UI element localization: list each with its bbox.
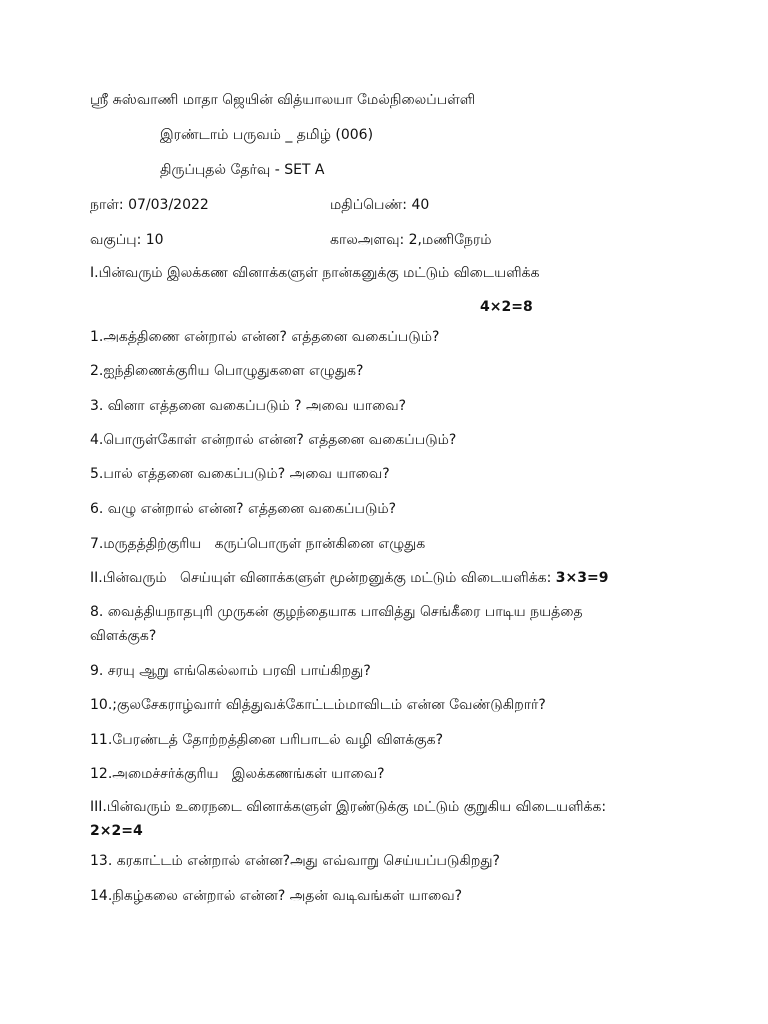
question-12: 12.அமைச்சர்க்குரிய இலக்கணங்கள் யாவை?: [90, 766, 385, 782]
section-1-heading: I.பின்வரும் இலக்கண வினாக்களுள் நான்கனுக்கு மட்டும் விடையளிக்க: [90, 265, 540, 281]
question-14: 14.நிகழ்கலை என்றால் என்ன? அதன் வடிவங்கள் யாவை?: [90, 888, 463, 904]
section-2-heading-line: [90, 566, 680, 590]
question-4: 4.பொருள்கோள் என்றால் என்ன? எத்தனை வகைப்படும்?: [90, 432, 457, 448]
section-3-heading-line: [90, 795, 680, 843]
section-2-marks: 3×3=9: [555, 570, 609, 586]
question-7: 7.மருதத்திற்குரிய கருப்பொருள் நான்கினை எழுதுக: [90, 536, 426, 552]
question-3: 3. வினா எத்தனை வகைப்படும் ? அவை யாவை?: [90, 398, 407, 414]
question-9: 9. சரயு ஆறு எங்கெல்லாம் பரவி பாய்கிறது?: [90, 663, 371, 679]
exam-title: திருப்புதல் தேர்வு - SET A: [160, 162, 325, 178]
section-1-marks: 4×2=8: [480, 299, 533, 315]
section-3-marks: 2×2=4: [90, 823, 143, 839]
question-6: 6. வழு என்றால் என்ன? எத்தனை வகைப்படும்?: [90, 501, 397, 517]
question-13: 13. கரகாட்டம் என்றால் என்ன?அது எவ்வாறு செய்யப்படுகிறது?: [90, 853, 500, 869]
question-5: 5.பால் எத்தனை வகைப்படும்? அவை யாவை?: [90, 466, 390, 482]
question-10: 10.;குலசேகராழ்வார் வித்துவக்கோட்டம்மாவிடம் என்ன வேண்டுகிறார்?: [90, 697, 546, 713]
section-3-heading: III.பின்வரும் உரைநடை வினாக்களுள் இரண்டுக்கு மட்டும் குறுகிய விடையளிக்க:: [90, 799, 607, 815]
total-marks: மதிப்பெண்: 40: [330, 197, 430, 213]
section-2-heading: II.பின்வரும் செய்யுள் வினாக்களுள் மூன்றனுக்கு மட்டும் விடையளிக்க:: [90, 570, 556, 586]
exam-date: நாள்: 07/03/2022: [90, 197, 209, 213]
class-label: வகுப்பு: 10: [90, 232, 164, 248]
duration-label: காலஅளவு: 2,மணிநேரம்: [330, 232, 492, 248]
term-subject: இரண்டாம் பருவம் _ தமிழ் (006): [160, 127, 374, 143]
question-8: 8. வைத்தியநாதபுரி முருகன் குழந்தையாக பாவித்து செங்கீரை பாடிய நயத்தை விளக்குக?: [90, 604, 588, 644]
school-name: ஸ்ரீ சுஸ்வாணி மாதா ஜெயின் வித்யாலயா மேல்நிலைப்பள்ளி: [90, 92, 476, 108]
question-11: 11.பேரண்டத் தோற்றத்தினை பரிபாடல் வழி விளக்குக?: [90, 732, 444, 748]
question-1: 1.அகத்திணை என்றால் என்ன? எத்தனை வகைப்படும்?: [90, 329, 440, 345]
question-2: 2.ஐந்திணைக்குரிய பொழுதுகளை எழுதுக?: [90, 363, 364, 379]
